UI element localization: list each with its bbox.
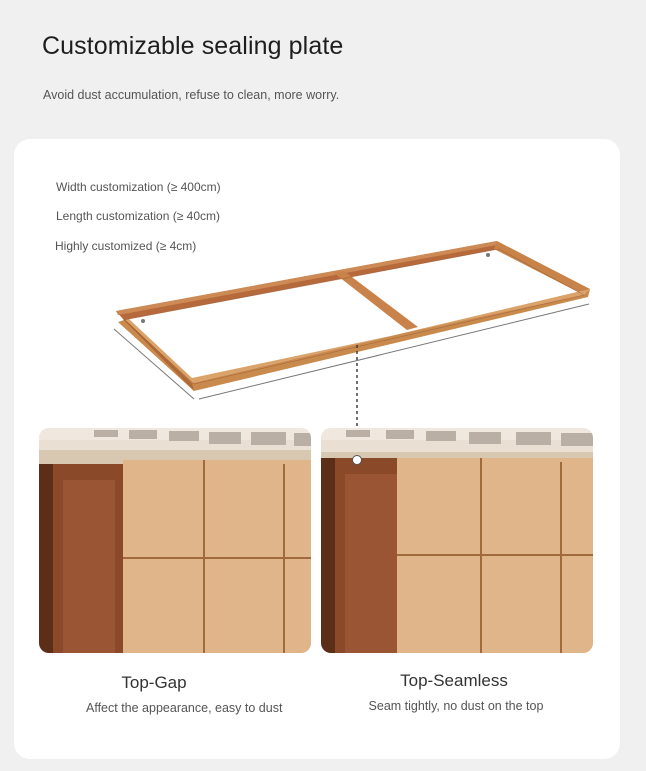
cabinet-top-seamless-photo (321, 428, 593, 653)
spec-height: Highly customized (≥ 4cm) (55, 239, 197, 253)
caption-desc-top-seamless: Seam tightly, no dust on the top (368, 699, 544, 713)
caption-desc-top-gap: Affect the appearance, easy to dust (86, 701, 283, 715)
caption-title-top-seamless: Top-Seamless (400, 671, 508, 690)
spec-width: Width customization (≥ 400cm) (56, 180, 221, 194)
page-title: Customizable sealing plate (42, 32, 344, 60)
sealing-frame-illustration (14, 139, 620, 469)
spec-length: Length customization (≥ 40cm) (56, 209, 220, 223)
product-card (14, 139, 620, 759)
cabinet-top-gap-photo (39, 428, 311, 653)
caption-title-top-gap: Top-Gap (121, 673, 187, 692)
page-subtitle: Avoid dust accumulation, refuse to clean, more worry. (43, 88, 340, 102)
